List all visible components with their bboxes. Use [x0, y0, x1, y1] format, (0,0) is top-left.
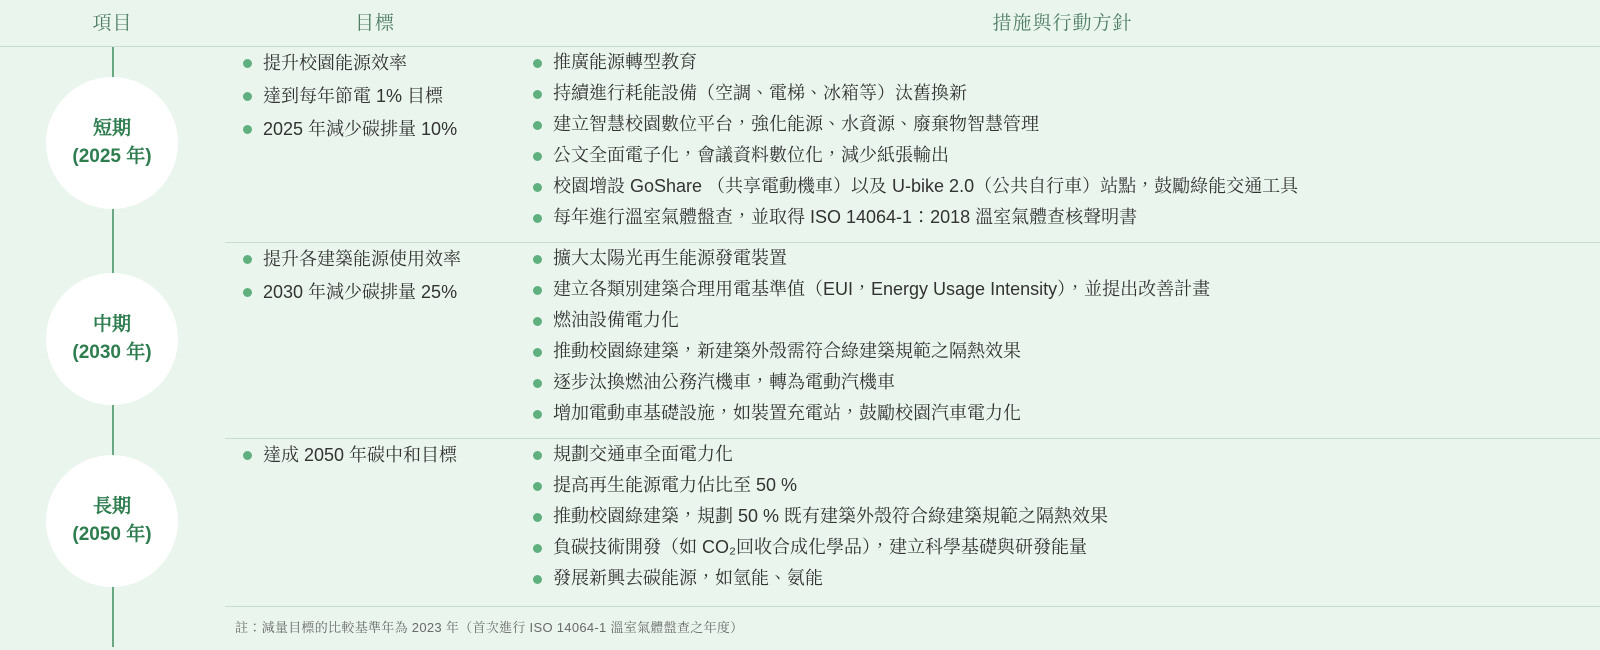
- action-item: 增加電動車基礎設施，如裝置充電站，鼓勵校園汽車電力化: [525, 398, 1590, 429]
- stage-label: 中期: [92, 313, 131, 335]
- goal-item: 達成 2050 年碳中和目標: [235, 439, 507, 472]
- action-item: 公文全面電子化，會議資料數位化，減少紙張輸出: [525, 140, 1590, 171]
- stage-year: (2050 年): [72, 524, 152, 545]
- action-item: 燃油設備電力化: [525, 305, 1590, 336]
- action-cell: [525, 243, 1600, 429]
- timeline-column: [0, 47, 225, 636]
- stage-label: 長期: [92, 495, 131, 517]
- column-header-action: 措施與行動方針: [992, 13, 1133, 34]
- stage-bubble-short-term: [47, 78, 177, 208]
- action-item: 持續進行耗能設備（空調、電梯、冰箱等）汰舊換新: [525, 78, 1590, 109]
- rows-column: [225, 47, 1600, 636]
- table-row: [225, 243, 1600, 439]
- action-item: 推廣能源轉型教育: [525, 47, 1590, 78]
- goal-cell: [225, 243, 525, 309]
- goal-cell: [225, 47, 525, 146]
- action-item: 提高再生能源電力佔比至 50 %: [525, 470, 1590, 501]
- goal-item: 2025 年減少碳排量 10%: [235, 113, 507, 146]
- stage-year: (2025 年): [72, 146, 152, 167]
- action-item: 負碳技術開發（如 CO₂回收合成化學品），建立科學基礎與研發能量: [525, 532, 1590, 563]
- table-row: [225, 439, 1600, 607]
- goal-item: 達到每年節電 1% 目標: [235, 80, 507, 113]
- action-item: 推動校園綠建築，規劃 50 % 既有建築外殼符合綠建築規範之隔熱效果: [525, 501, 1590, 532]
- action-item: 每年進行溫室氣體盤查，並取得 ISO 14064-1：2018 溫室氣體查核聲明書: [525, 202, 1590, 233]
- table-row: [225, 47, 1600, 243]
- action-item: 規劃交通車全面電力化: [525, 439, 1590, 470]
- action-item: 校園增設 GoShare （共享電動機車）以及 U-bike 2.0（公共自行車）站點，鼓勵綠能交通工具: [525, 171, 1590, 202]
- action-item: 建立智慧校園數位平台，強化能源、水資源、廢棄物智慧管理: [525, 109, 1590, 140]
- table-header: [0, 0, 1600, 47]
- footnote: 註：減量目標的比較基準年為 2023 年（首次進行 ISO 14064-1 溫室氣體盤查之年度）: [235, 620, 744, 635]
- action-item: 擴大太陽光再生能源發電裝置: [525, 243, 1590, 274]
- column-header-goal: 目標: [354, 13, 395, 34]
- goal-item: 2030 年減少碳排量 25%: [235, 276, 507, 309]
- action-item: 發展新興去碳能源，如氫能、氨能: [525, 563, 1590, 594]
- action-item: 建立各類別建築合理用電基準值（EUI，Energy Usage Intensity），並提出改善計畫: [525, 274, 1590, 305]
- stage-bubble-long-term: [47, 456, 177, 586]
- action-item: 推動校園綠建築，新建築外殼需符合綠建築規範之隔熱效果: [525, 336, 1590, 367]
- goal-cell: [225, 439, 525, 472]
- stage-label: 短期: [92, 117, 131, 139]
- table-body: [0, 47, 1600, 636]
- column-header-item: 項目: [92, 13, 133, 34]
- stage-bubble-mid-term: [47, 274, 177, 404]
- action-cell: [525, 439, 1600, 594]
- goal-item: 提升各建築能源使用效率: [235, 243, 507, 276]
- action-item: 逐步汰換燃油公務汽機車，轉為電動汽機車: [525, 367, 1590, 398]
- action-cell: [525, 47, 1600, 233]
- stage-year: (2030 年): [72, 342, 152, 363]
- goal-item: 提升校園能源效率: [235, 47, 507, 80]
